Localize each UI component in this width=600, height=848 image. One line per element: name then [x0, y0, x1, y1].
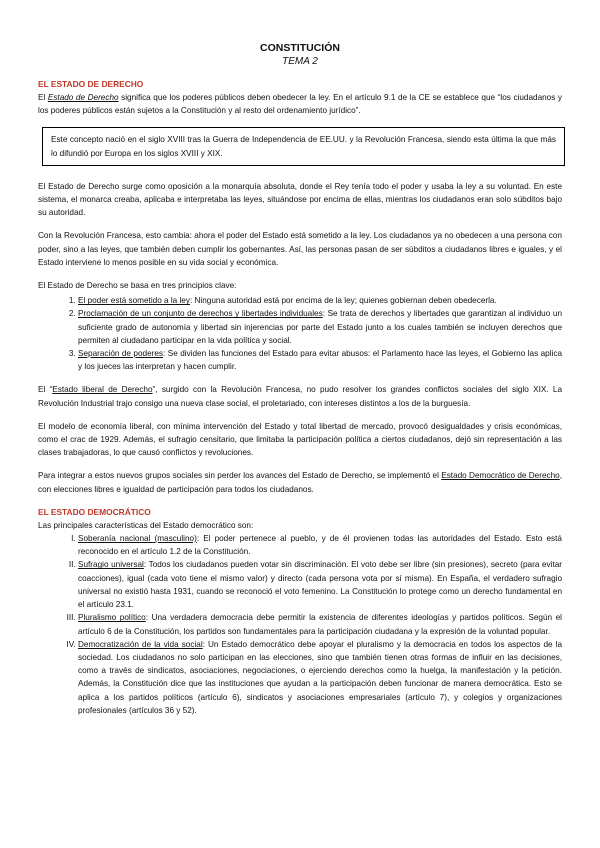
term-estado-liberal: Estado liberal de Derecho [52, 385, 153, 395]
paragraph-caracteristicas-intro: Las principales características del Estado democrático son: [38, 520, 254, 530]
document-subtitle: TEMA 2 [282, 56, 318, 67]
list-item [78, 307, 562, 347]
list-item-text: : El poder pertenece al pueblo, y de él provienen todas las autoridades del Estado. Esto está reconocido en el artículo 1.2 de la Constitución. [78, 534, 562, 557]
list-item-term: Pluralismo político [78, 613, 146, 623]
paragraph-economia-liberal: El modelo de economía liberal, con mínima intervención del Estado y total libertad de mercado, provocó desigualdades y crisis económicas, como el crac de 1929. Además, el sufragio censitario, que limitaba la participación política a ciertos ciudadanos, dejó sin representación a las clases trabajadoras, lo que causó conflictos y revoluciones. [38, 421, 562, 458]
list-item-text: : Un Estado democrático debe apoyar el pluralismo y la democracia en todos los aspectos de la sociedad. Los ciudadanos no solo participan en las elecciones, sino que también tienen otras formas de influir en las decisiones, como a través de sindicatos, asociaciones, negociaciones, o ejerciendo derechos como la huelga, la manifestación y la petición. Además, la Constitución dice que las instituciones que ayudan a la participación deben funcionar de manera democrática. Esto se aplica a los partidos políticos (artículo 6), sindicatos y asociaciones empresariales (artículo 7), y colegios y organizaciones profesionales (artículos 36 y 52). [78, 639, 562, 715]
list-item [78, 294, 562, 307]
text-run: Para integrar a estos nuevos grupos sociales sin perder los avances del Estado de Derecho, se implementó el [38, 471, 442, 481]
section-heading-estado-democratico: EL ESTADO DEMOCRÁTICO [38, 506, 151, 517]
box-text: Este concepto nació en el siglo XVIII tras la Guerra de Independencia de EE.UU. y la Revolución Francesa, siendo esta última la que más lo difundió por Europa en los siglos XVIII y XIX. [51, 135, 556, 158]
list-item-text: : Se trata de derechos y libertades que garantizan al individuo un suficiente grado de autonomía y libertad sin injerencias por parte del Estado junto a los cuales también se incluyen derechos que permiten al ciudadano participar en la vida política y social. [78, 309, 562, 345]
paragraph-estado-liberal [38, 383, 562, 409]
paragraph-monarquia: El Estado de Derecho surge como oposición a la monarquía absoluta, donde el Rey tenía todo el poder y usaba la ley a su voluntad. En este sistema, el monarca creaba, aplicaba e interpretaba las leyes, situándose por encima de ellas, mientras los ciudadanos eran solo súbditos bajo su autoridad. [38, 181, 562, 218]
principles-list [38, 294, 562, 373]
list-item-term: Democratización de la vida social [78, 639, 203, 649]
text-run: El “ [38, 385, 53, 395]
document-title: CONSTITUCIÓN [260, 42, 340, 54]
characteristics-list [38, 532, 562, 717]
list-item-term: Soberanía nacional (masculino) [78, 534, 197, 544]
section-heading-estado-derecho: EL ESTADO DE DERECHO [38, 79, 144, 89]
paragraph-revolucion: Con la Revolución Francesa, esto cambia: ahora el poder del Estado está sometido a la ley. Los ciudadanos ya no obedecen a una persona con poder, sino a las leyes, que también deben cumplir los gobernantes. Así, las personas pasan de ser súbditos a ciudadanos libres e iguales, y el Estado interviene lo menos posible en su vida social y económica. [38, 231, 562, 267]
document-page [38, 42, 562, 727]
term-estado-de-derecho: Estado de Derecho [47, 93, 119, 102]
list-item [78, 638, 562, 717]
list-item-term: Sufragio universal [78, 560, 144, 570]
text-run: significa que los poderes públicos deben obedecer la ley. En el artículo 9.1 de la CE se establece que “los ciudadanos y los poderes públicos están sujetos a la Constitución y al resto del ordenamiento jurídico”. [38, 93, 562, 116]
list-item-text: : Ninguna autoridad está por encima de la ley; quienes gobiernan deben obedecerla. [189, 296, 497, 306]
paragraph-principios-intro: El Estado de Derecho se basa en tres principios clave: [38, 281, 237, 291]
history-box [42, 127, 565, 165]
paragraph-estado-democratico [38, 469, 562, 495]
list-item [78, 532, 562, 558]
list-item [78, 611, 562, 637]
list-item [78, 558, 562, 611]
list-item-term: Proclamación de un conjunto de derechos y libertades individuales [78, 309, 323, 319]
text-run: El [38, 93, 48, 102]
text-run: , con elecciones libres e igualdad de participación para todos los ciudadanos. [38, 471, 562, 494]
list-item-term: El poder está sometido a la ley [78, 296, 190, 306]
text-run: ”, surgido con la Revolución Francesa, no pudo resolver los grandes conflictos sociales del siglo XIX. La Revolución Industrial trajo consigo una nueva clase social, el proletariado, con intereses distintos a los de la burguesía. [38, 385, 563, 408]
paragraph-definition [38, 91, 562, 117]
list-item-term: Separación de poderes [78, 349, 164, 359]
list-item-text: : Una verdadera democracia debe permitir la existencia de diferentes ideologías y partidos políticos. Según el artículo 6 de la Constitución, los partidos son fundamentales para la participación ciudadana y la expresión de la voluntad popular. [78, 613, 562, 636]
list-item-text: : Todos los ciudadanos pueden votar sin discriminación. El voto debe ser libre (sin presiones), secreto (para evitar coacciones), igual (cada voto tiene el mismo valor) y directo (cada persona vota por sí misma). En España, el verdadero sufragio universal no existió hasta 1931, cuando se reconoció el voto femenino. La Constitución lo protege como un derecho fundamental en el artículo 23.1. [78, 560, 562, 610]
list-item-text: : Se dividen las funciones del Estado para evitar abusos: el Parlamento hace las leyes, el Gobierno las aplica y los jueces las interpretan y hacen cumplir. [78, 349, 562, 372]
list-item [78, 347, 562, 373]
term-estado-democratico: Estado Democrático de Derecho [441, 471, 560, 481]
